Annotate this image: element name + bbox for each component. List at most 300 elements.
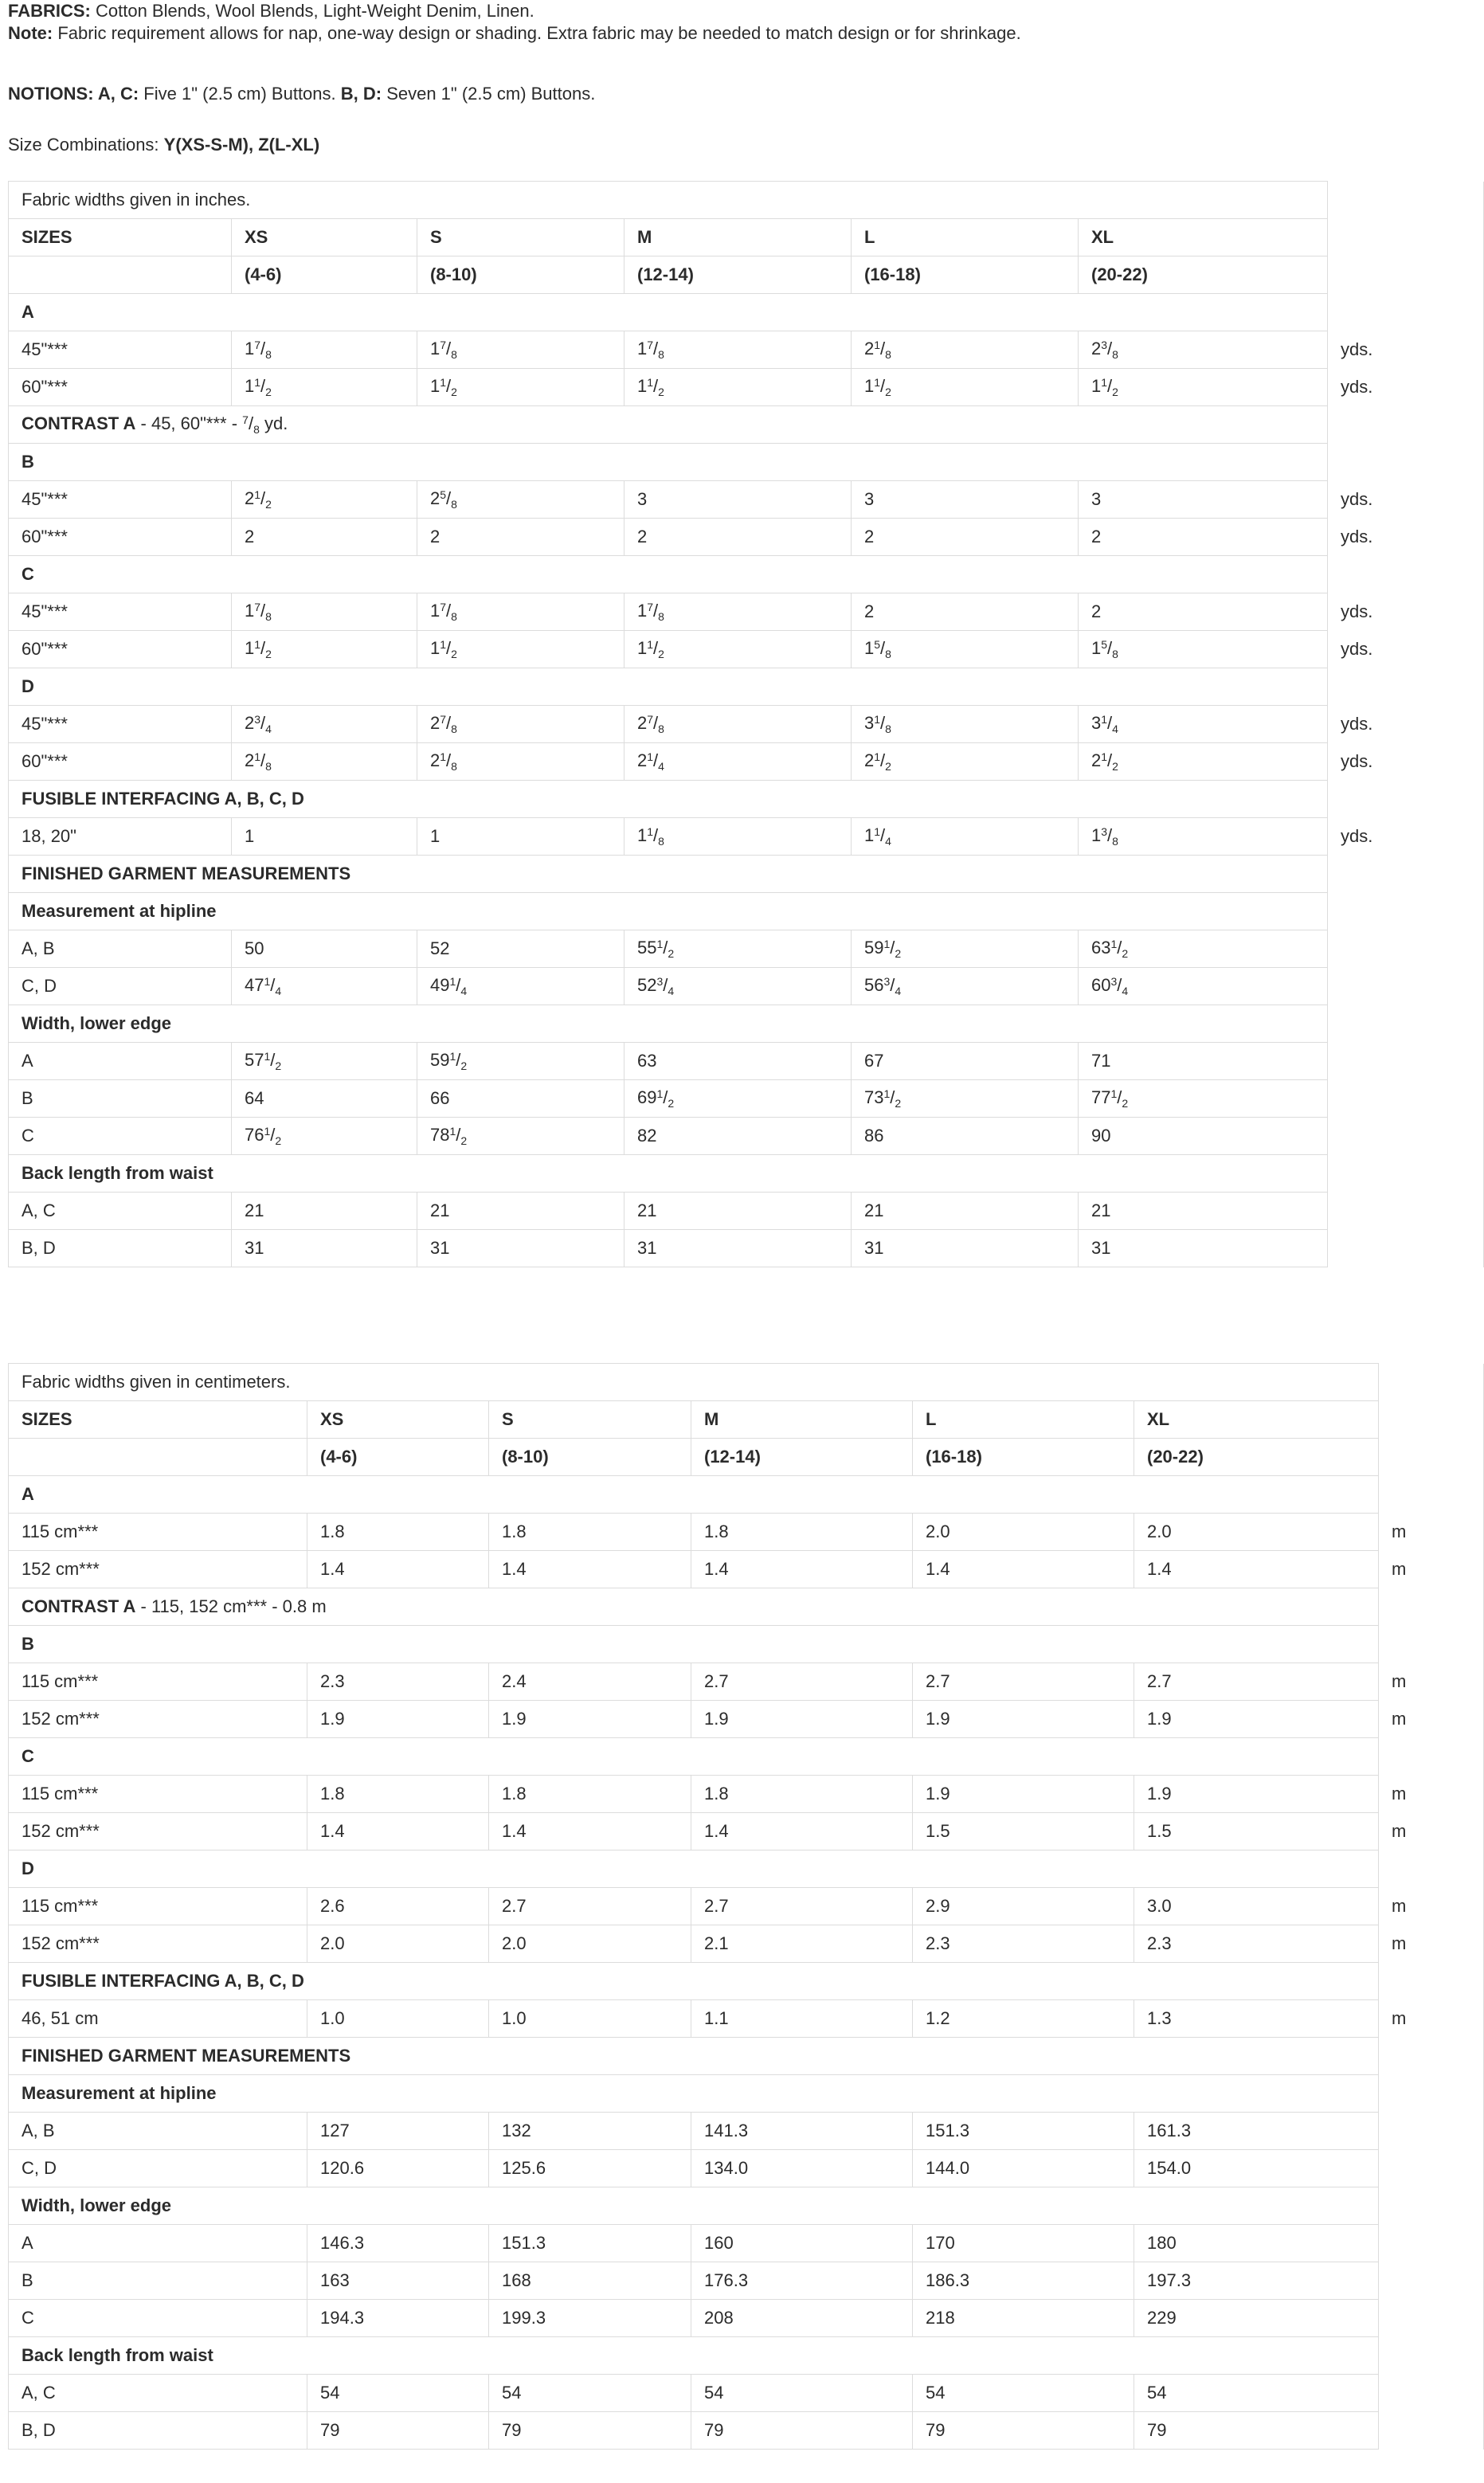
value-cell: 1.4	[307, 1551, 489, 1588]
unit-cell: yds.	[1328, 519, 1484, 556]
value-cell: 134.0	[691, 2150, 913, 2187]
size-header: L	[852, 219, 1079, 257]
unit-column-spacer	[1379, 2337, 1484, 2375]
row-label: 60"***	[9, 369, 232, 406]
value-cell	[852, 331, 1079, 369]
mixed-fraction: $47^1/_4$	[245, 975, 282, 997]
value-cell	[625, 706, 852, 743]
value-cell: 79	[691, 2412, 913, 2450]
value-cell: 160	[691, 2225, 913, 2262]
mixed-fraction: $2^3/_8$	[1091, 339, 1118, 361]
unit-column-spacer	[1328, 1155, 1484, 1193]
mixed-fraction: $1^1/_2$	[430, 376, 457, 398]
value-cell: 208	[691, 2300, 913, 2337]
section-row	[9, 1963, 1484, 2000]
table-row	[9, 1888, 1484, 1925]
value-cell: 21	[232, 1193, 417, 1230]
value-cell: 127	[307, 2113, 489, 2150]
value-cell: 50	[232, 930, 417, 968]
size-header: XL	[1079, 219, 1328, 257]
value-cell	[417, 1118, 625, 1155]
inches-yardage-table	[8, 181, 1484, 1267]
row-label: 45"***	[9, 331, 232, 369]
mixed-fraction: $77^1/_2$	[1091, 1087, 1129, 1110]
unit-cell	[1379, 2225, 1484, 2262]
contrast-cell	[9, 1588, 1379, 1626]
value-cell	[852, 743, 1079, 781]
size-header: M	[691, 1401, 913, 1439]
value-cell: 141.3	[691, 2113, 913, 2150]
value-cell: 1.8	[691, 1514, 913, 1551]
value-cell: 3.0	[1134, 1888, 1379, 1925]
value-cell: 1.4	[489, 1551, 691, 1588]
value-cell: 79	[489, 2412, 691, 2450]
value-cell	[232, 631, 417, 668]
unit-cell: m	[1379, 1776, 1484, 1813]
unit-cell: yds.	[1328, 593, 1484, 631]
value-cell	[417, 593, 625, 631]
value-cell: 1.8	[489, 1514, 691, 1551]
unit-cell: yds.	[1328, 369, 1484, 406]
size-range: (8-10)	[489, 1439, 691, 1476]
value-cell: 71	[1079, 1043, 1328, 1080]
value-cell: 21	[1079, 1193, 1328, 1230]
table-row	[9, 706, 1484, 743]
size-range: (4-6)	[307, 1439, 489, 1476]
mixed-fraction: $1^1/_2$	[1091, 376, 1118, 398]
value-cell: 79	[1134, 2412, 1379, 2450]
value-cell	[625, 743, 852, 781]
mixed-fraction: $57^1/_2$	[245, 1050, 282, 1072]
value-cell: 197.3	[1134, 2262, 1379, 2300]
table-row	[9, 1925, 1484, 1963]
unit-cell: yds.	[1328, 706, 1484, 743]
unit-column-spacer	[1379, 2187, 1484, 2225]
mixed-fraction: $78^1/_2$	[430, 1125, 468, 1147]
value-cell	[417, 743, 625, 781]
value-cell: 1.9	[691, 1701, 913, 1738]
unit-column-spacer	[1379, 2075, 1484, 2113]
unit-column-spacer	[1379, 1738, 1484, 1776]
value-cell	[625, 968, 852, 1005]
unit-cell: m	[1379, 1551, 1484, 1588]
value-cell	[852, 369, 1079, 406]
table-row	[9, 2000, 1484, 2038]
value-cell	[852, 706, 1079, 743]
size-range: (12-14)	[625, 257, 852, 294]
value-cell	[417, 369, 625, 406]
table-row	[9, 1514, 1484, 1551]
value-cell	[232, 593, 417, 631]
value-cell: 64	[232, 1080, 417, 1118]
value-cell: 3	[852, 481, 1079, 519]
value-cell: 2.3	[307, 1663, 489, 1701]
value-cell: 161.3	[1134, 2113, 1379, 2150]
value-cell	[852, 1080, 1079, 1118]
row-label: 115 cm***	[9, 1888, 307, 1925]
table-row	[9, 818, 1484, 856]
section-row	[9, 294, 1484, 331]
value-cell: 1.1	[691, 2000, 913, 2038]
row-label: 45"***	[9, 706, 232, 743]
note-label: Note:	[8, 23, 53, 43]
unit-column-spacer	[1379, 1851, 1484, 1888]
row-label: 60"***	[9, 519, 232, 556]
table-row	[9, 1043, 1484, 1080]
size-header: XS	[307, 1401, 489, 1439]
value-cell	[417, 481, 625, 519]
mixed-fraction: $1^7/_8$	[430, 339, 457, 361]
mixed-fraction: $60^3/_4$	[1091, 975, 1129, 997]
row-label: 45"***	[9, 481, 232, 519]
unit-column-spacer	[1379, 1364, 1484, 1514]
unit-column-spacer	[1328, 893, 1484, 930]
section-row	[9, 1738, 1484, 1776]
section-row	[9, 893, 1484, 930]
mixed-fraction: $1^1/_2$	[430, 638, 457, 660]
value-cell: 199.3	[489, 2300, 691, 2337]
section-heading: FINISHED GARMENT MEASUREMENTS	[9, 2038, 1379, 2075]
value-cell: 1.9	[1134, 1776, 1379, 1813]
row-label: C, D	[9, 968, 232, 1005]
mixed-fraction: $^7/_8$	[242, 413, 260, 436]
unit-cell: m	[1379, 1925, 1484, 1963]
section-heading: FUSIBLE INTERFACING A, B, C, D	[9, 1963, 1379, 2000]
unit-column-spacer	[1379, 2038, 1484, 2075]
row-label: 18, 20"	[9, 818, 232, 856]
value-cell	[852, 818, 1079, 856]
unit-cell	[1379, 2412, 1484, 2450]
notions-line	[8, 83, 1474, 105]
row-label: 152 cm***	[9, 1813, 307, 1851]
value-cell: 1.4	[307, 1813, 489, 1851]
section-heading: Width, lower edge	[9, 2187, 1379, 2225]
value-cell: 31	[852, 1230, 1079, 1267]
value-cell: 1.9	[913, 1776, 1134, 1813]
table-row	[9, 631, 1484, 668]
row-label: B	[9, 2262, 307, 2300]
mixed-fraction: $1^7/_8$	[245, 339, 272, 361]
section-heading: FUSIBLE INTERFACING A, B, C, D	[9, 781, 1328, 818]
value-cell: 90	[1079, 1118, 1328, 1155]
value-cell: 1.4	[691, 1813, 913, 1851]
row-label: 60"***	[9, 743, 232, 781]
section-row	[9, 856, 1484, 893]
value-cell: 1.8	[489, 1776, 691, 1813]
mixed-fraction: $59^1/_2$	[430, 1050, 468, 1072]
notions-bd-label: B, D:	[340, 84, 382, 104]
value-cell: 2	[852, 593, 1079, 631]
contrast-tail: yd.	[259, 413, 288, 433]
table-row	[9, 2412, 1484, 2450]
value-cell	[625, 631, 852, 668]
mixed-fraction: $73^1/_2$	[864, 1087, 902, 1110]
section-row	[9, 2337, 1484, 2375]
section-row	[9, 556, 1484, 593]
row-label: 152 cm***	[9, 1925, 307, 1963]
unit-cell	[1379, 2375, 1484, 2412]
table-row	[9, 968, 1484, 1005]
value-cell: 31	[232, 1230, 417, 1267]
fabrics-line	[8, 0, 1474, 22]
row-label: B	[9, 1080, 232, 1118]
value-cell: 154.0	[1134, 2150, 1379, 2187]
caption-row	[9, 1364, 1484, 1401]
mixed-fraction: $1^1/_2$	[245, 638, 272, 660]
value-cell: 79	[307, 2412, 489, 2450]
mixed-fraction: $2^7/_8$	[430, 713, 457, 735]
table-caption: Fabric widths given in inches.	[9, 182, 1328, 219]
value-cell: 1.3	[1134, 2000, 1379, 2038]
table-row	[9, 1551, 1484, 1588]
row-label: 45"***	[9, 593, 232, 631]
value-cell: 2.0	[1134, 1514, 1379, 1551]
row-label: C	[9, 2300, 307, 2337]
unit-cell: m	[1379, 2000, 1484, 2038]
unit-cell: yds.	[1328, 818, 1484, 856]
notions-bd-text: Seven 1" (2.5 cm) Buttons.	[382, 84, 596, 104]
mixed-fraction: $2^1/_2$	[864, 750, 891, 773]
sizes-header-row	[9, 219, 1484, 257]
contrast-label: CONTRAST A	[22, 1596, 136, 1616]
size-range: (20-22)	[1134, 1439, 1379, 1476]
value-cell: 2	[625, 519, 852, 556]
section-row	[9, 444, 1484, 481]
value-cell: 194.3	[307, 2300, 489, 2337]
value-cell: 2	[232, 519, 417, 556]
value-cell	[852, 631, 1079, 668]
value-cell: 168	[489, 2262, 691, 2300]
section-heading: C	[9, 1738, 1379, 1776]
sizes-header-row	[9, 1401, 1484, 1439]
size-header: S	[417, 219, 625, 257]
unit-cell	[1379, 2300, 1484, 2337]
mixed-fraction: $1^7/_8$	[245, 601, 272, 623]
mixed-fraction: $1^3/_8$	[1091, 825, 1118, 848]
value-cell	[625, 1080, 852, 1118]
mixed-fraction: $2^1/_8$	[864, 339, 891, 361]
value-cell: 2.6	[307, 1888, 489, 1925]
size-range: (16-18)	[852, 257, 1079, 294]
value-cell: 180	[1134, 2225, 1379, 2262]
value-cell: 2.4	[489, 1663, 691, 1701]
unit-cell: m	[1379, 1663, 1484, 1701]
mixed-fraction: $63^1/_2$	[1091, 938, 1129, 960]
table-row	[9, 1813, 1484, 1851]
value-cell: 2	[417, 519, 625, 556]
value-cell: 2	[1079, 519, 1328, 556]
section-row	[9, 1155, 1484, 1193]
table-row	[9, 1701, 1484, 1738]
unit-cell	[1328, 1193, 1484, 1230]
mixed-fraction: $1^7/_8$	[637, 339, 664, 361]
mixed-fraction: $1^1/_8$	[637, 825, 664, 848]
section-heading: A	[9, 294, 1328, 331]
value-cell: 132	[489, 2113, 691, 2150]
unit-cell	[1379, 2150, 1484, 2187]
value-cell: 86	[852, 1118, 1079, 1155]
row-label: A, B	[9, 2113, 307, 2150]
row-label: 115 cm***	[9, 1776, 307, 1813]
value-cell	[232, 481, 417, 519]
value-cell	[232, 706, 417, 743]
unit-cell: m	[1379, 1813, 1484, 1851]
contrast-row	[9, 1588, 1484, 1626]
unit-column-spacer	[1328, 406, 1484, 444]
value-cell	[1079, 930, 1328, 968]
value-cell	[1079, 706, 1328, 743]
value-cell: 2.7	[1134, 1663, 1379, 1701]
value-cell: 2	[852, 519, 1079, 556]
unit-cell	[1328, 1230, 1484, 1267]
table-row	[9, 2225, 1484, 2262]
section-row	[9, 1476, 1484, 1514]
row-label: 152 cm***	[9, 1701, 307, 1738]
section-heading: B	[9, 1626, 1379, 1663]
fabrics-text: Cotton Blends, Wool Blends, Light-Weight Denim, Linen.	[90, 1, 534, 21]
value-cell	[1079, 743, 1328, 781]
note-text: Fabric requirement allows for nap, one-way design or shading. Extra fabric may be needed to match design or for shrinkage.	[53, 23, 1021, 43]
section-row	[9, 1005, 1484, 1043]
row-label: C, D	[9, 2150, 307, 2187]
value-cell: 54	[489, 2375, 691, 2412]
contrast-row	[9, 406, 1484, 444]
row-label: 46, 51 cm	[9, 2000, 307, 2038]
value-cell	[625, 593, 852, 631]
section-heading: D	[9, 1851, 1379, 1888]
value-cell	[232, 331, 417, 369]
range-blank-cell	[9, 1439, 307, 1476]
mixed-fraction: $1^1/_4$	[864, 825, 891, 848]
mixed-fraction: $1^7/_8$	[430, 601, 457, 623]
value-cell: 1.9	[1134, 1701, 1379, 1738]
value-cell: 2.3	[1134, 1925, 1379, 1963]
value-cell: 1.9	[307, 1701, 489, 1738]
mixed-fraction: $69^1/_2$	[637, 1087, 675, 1110]
table-row	[9, 2300, 1484, 2337]
row-label: 115 cm***	[9, 1663, 307, 1701]
table-row	[9, 2150, 1484, 2187]
value-cell: 31	[625, 1230, 852, 1267]
value-cell: 1.9	[913, 1701, 1134, 1738]
unit-cell	[1328, 1043, 1484, 1080]
section-row	[9, 1851, 1484, 1888]
mixed-fraction: $2^1/_8$	[430, 750, 457, 773]
size-range-row	[9, 1439, 1484, 1476]
value-cell: 3	[625, 481, 852, 519]
value-cell: 1	[417, 818, 625, 856]
value-cell: 125.6	[489, 2150, 691, 2187]
row-label: B, D	[9, 1230, 232, 1267]
size-range: (20-22)	[1079, 257, 1328, 294]
row-label: 152 cm***	[9, 1551, 307, 1588]
value-cell: 1.8	[307, 1776, 489, 1813]
unit-column-spacer	[1328, 444, 1484, 481]
table-row	[9, 930, 1484, 968]
mixed-fraction: $49^1/_4$	[430, 975, 468, 997]
note-line	[8, 22, 1474, 45]
value-cell: 2.0	[307, 1925, 489, 1963]
table-row	[9, 1663, 1484, 1701]
notions-label: NOTIONS: A, C:	[8, 84, 139, 104]
size-range: (8-10)	[417, 257, 625, 294]
table-row	[9, 369, 1484, 406]
value-cell: 1.9	[489, 1701, 691, 1738]
value-cell: 2.9	[913, 1888, 1134, 1925]
value-cell: 163	[307, 2262, 489, 2300]
section-row	[9, 2038, 1484, 2075]
mixed-fraction: $3^1/_8$	[864, 713, 891, 735]
value-cell: 176.3	[691, 2262, 913, 2300]
value-cell: 146.3	[307, 2225, 489, 2262]
size-range-row	[9, 257, 1484, 294]
caption-row	[9, 182, 1484, 219]
value-cell: 170	[913, 2225, 1134, 2262]
value-cell	[1079, 331, 1328, 369]
unit-column-spacer	[1328, 856, 1484, 893]
contrast-text: - 115, 152 cm*** - 0.8 m	[135, 1596, 327, 1616]
mixed-fraction: $76^1/_2$	[245, 1125, 282, 1147]
size-combinations-value: Y(XS-S-M), Z(L-XL)	[163, 135, 320, 155]
value-cell: 2.3	[913, 1925, 1134, 1963]
section-heading: D	[9, 668, 1328, 706]
size-header: XL	[1134, 1401, 1379, 1439]
value-cell: 2.7	[691, 1663, 913, 1701]
table-row	[9, 593, 1484, 631]
value-cell	[1079, 968, 1328, 1005]
table-row	[9, 519, 1484, 556]
section-heading: Width, lower edge	[9, 1005, 1328, 1043]
table-row	[9, 1776, 1484, 1813]
mixed-fraction: $2^7/_8$	[637, 713, 664, 735]
value-cell	[232, 1118, 417, 1155]
table-row	[9, 1118, 1484, 1155]
value-cell	[625, 369, 852, 406]
mixed-fraction: $1^5/_8$	[1091, 638, 1118, 660]
unit-cell: m	[1379, 1514, 1484, 1551]
value-cell: 1.4	[691, 1551, 913, 1588]
sizes-label: SIZES	[9, 1401, 307, 1439]
value-cell: 52	[417, 930, 625, 968]
unit-cell: yds.	[1328, 631, 1484, 668]
value-cell	[852, 930, 1079, 968]
value-cell: 54	[1134, 2375, 1379, 2412]
value-cell: 67	[852, 1043, 1079, 1080]
value-cell: 1.2	[913, 2000, 1134, 2038]
value-cell: 3	[1079, 481, 1328, 519]
value-cell: 54	[913, 2375, 1134, 2412]
value-cell	[625, 930, 852, 968]
contrast-cell	[9, 406, 1328, 444]
value-cell	[417, 968, 625, 1005]
intro-block	[8, 0, 1474, 156]
value-cell: 186.3	[913, 2262, 1134, 2300]
table-row	[9, 1230, 1484, 1267]
value-cell: 151.3	[913, 2113, 1134, 2150]
unit-column-spacer	[1328, 1005, 1484, 1043]
section-heading: A	[9, 1476, 1379, 1514]
table-row	[9, 743, 1484, 781]
value-cell	[1079, 369, 1328, 406]
value-cell: 1.4	[1134, 1551, 1379, 1588]
fabrics-label: FABRICS:	[8, 1, 91, 21]
mixed-fraction: $55^1/_2$	[637, 938, 675, 960]
value-cell: 82	[625, 1118, 852, 1155]
row-label: B, D	[9, 2412, 307, 2450]
value-cell	[1079, 1080, 1328, 1118]
value-cell	[417, 631, 625, 668]
value-cell	[417, 706, 625, 743]
